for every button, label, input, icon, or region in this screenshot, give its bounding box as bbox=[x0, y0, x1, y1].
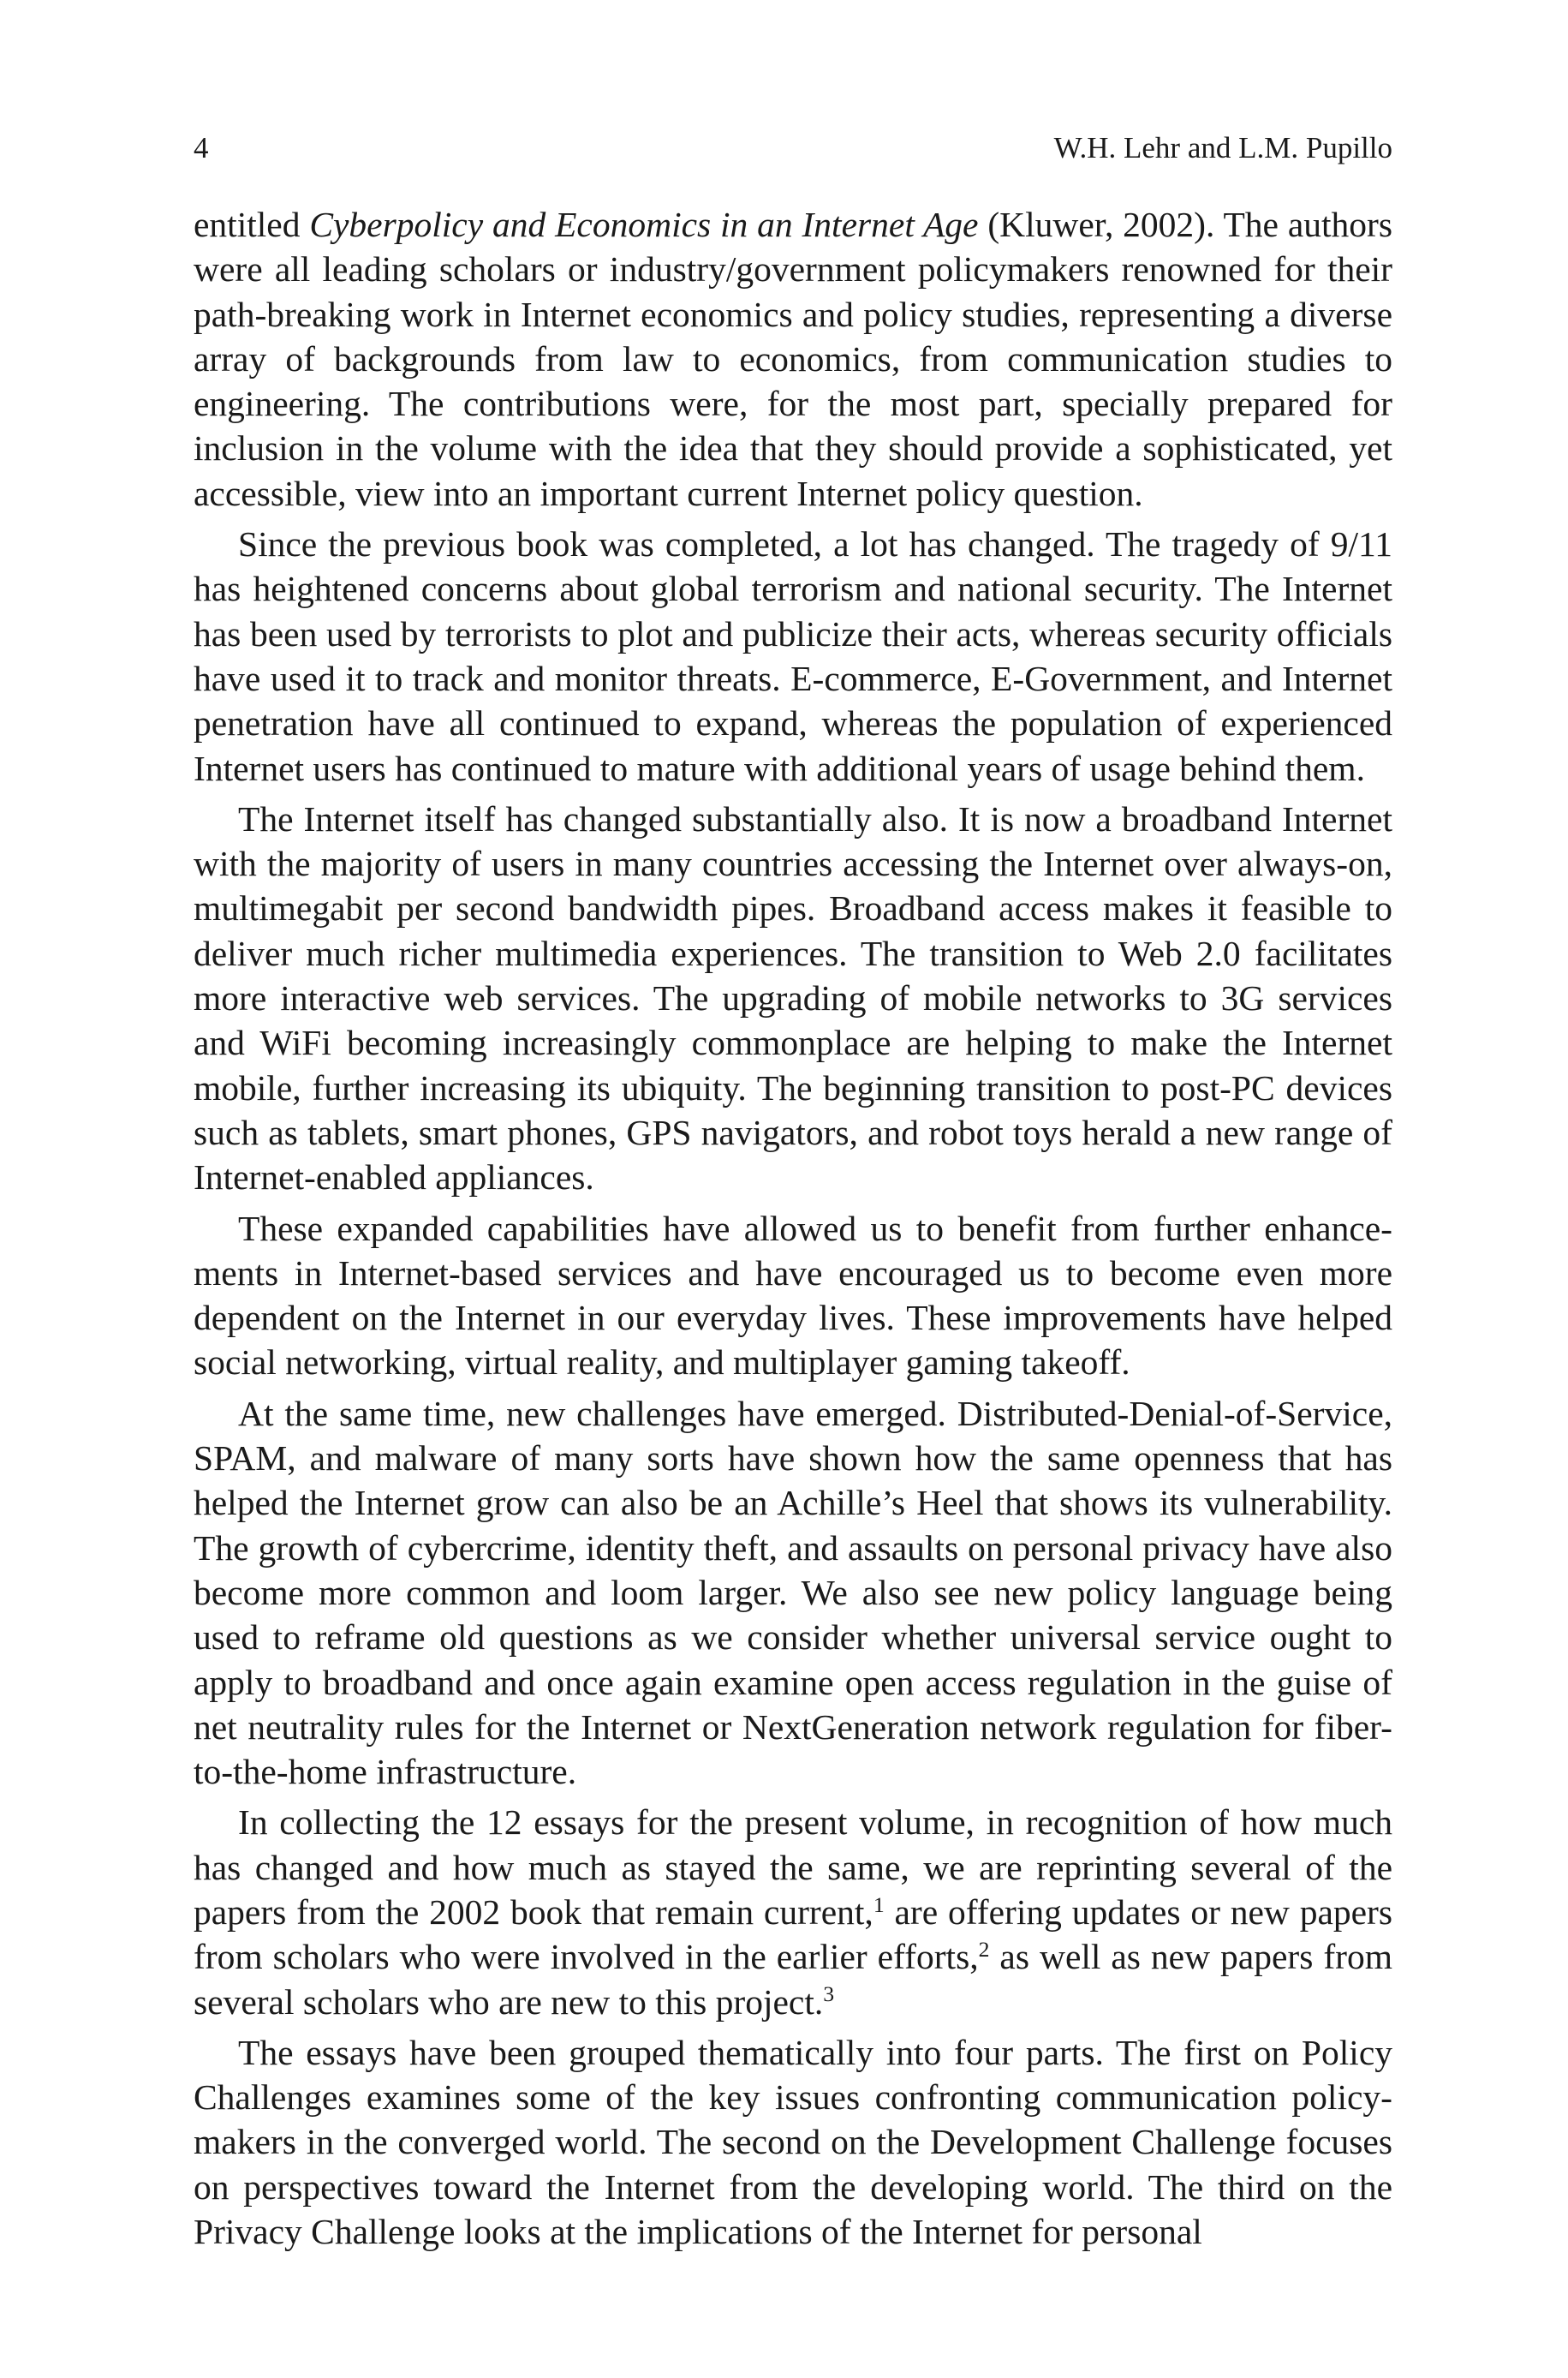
paragraph-1 bbox=[194, 202, 1392, 516]
paragraph-7: The essays have been grouped thematically into four parts. The first on Policy Challenges examines some of the key issues confronting communication policymakers in the converged world. The second on the Development Challenge focuses on perspectives toward the Internet from the developing world. The third on the Privacy Challenge looks at the implications of the Internet for personal bbox=[194, 2032, 1392, 2252]
paragraph-6 bbox=[194, 1800, 1392, 2023]
footnote-marker-2[interactable]: 2 bbox=[978, 1937, 990, 1963]
body-text bbox=[194, 202, 1392, 2254]
paragraph-6-part-a: In collecting the 12 essays for the present volume, in recognition of how much has changed and how much as stayed the same, we are reprinting several of the papers from the 2002 book that remain current, bbox=[194, 1802, 1392, 1932]
cited-book-title: Cyberpolicy and Economics in an Internet Age bbox=[309, 205, 979, 244]
paragraph-1-rest: (Kluwer, 2002). The authors were all leading scholars or industry/government policymakers renowned for their path-breaking work in Internet economics and policy studies, representing a diverse array of backgrounds from law to economics, from communication studies to engineering. The contributions were, for the most part, specially prepared for inclusion in the volume with the idea that they should provide a sophisticated, yet accessible, view into an important current Internet policy question. bbox=[194, 205, 1392, 513]
paragraph-5: At the same time, new challenges have emerged. Distributed-Denial-of-Service, SPAM, and malware of many sorts have shown how the same openness that has helped the Internet grow can also be an Achille’s Heel that shows its vulnerability. The growth of cybercrime, identity theft, and assaults on personal privacy have also become more common and loom larger. We also see new policy language being used to reframe old questions as we consider whether universal service ought to apply to broadband and once again examine open access regulation in the guise of net neutrality rules for the Internet or NextGeneration network regulation for fiber-to-the-home infrastructure. bbox=[194, 1393, 1392, 1792]
footnote-marker-3[interactable]: 3 bbox=[823, 1981, 835, 2007]
running-head bbox=[194, 127, 1392, 170]
paragraph-6-part-b: are offering updates or new papers from scholars who were involved in the earlier efforts, bbox=[194, 1891, 1392, 1977]
paragraph-3: The Internet itself has changed substantially also. It is now a broadband Internet with the majority of users in many countries accessing the Internet over always-on, multimegabit per second bandwidth pipes. Broadband access makes it feasible to deliver much richer multimedia experiences. The transition to Web 2.0 facilitates more interactive web services. The upgrading of mobile networks to 3G services and WiFi becoming increasingly commonplace are helping to make the Internet mobile, further increasing its ubiquity. The beginning transition to post-PC devices such as tablets, smart phones, GPS navigators, and robot toys herald a new range of Internet-enabled appliances. bbox=[194, 798, 1392, 1198]
paragraph-1-start: entitled bbox=[194, 205, 310, 244]
paragraph-6-part-c: as well as new papers from several scholars who are new to this project. bbox=[194, 1937, 1392, 2022]
footnote-marker-1[interactable]: 1 bbox=[873, 1891, 885, 1917]
paragraph-4: These expanded capabilities have allowed us to benefit from further enhancements in Internet-based services and have encouraged us to become even more dependent on the Internet in our everyday lives. These improvements have helped social networking, virtual reality, and multiplayer gaming takeoff. bbox=[194, 1208, 1392, 1383]
paragraph-2: Since the previous book was completed, a lot has changed. The tragedy of 9/11 has heightened concerns about global terrorism and national security. The Internet has been used by terrorists to plot and publicize their acts, whereas security officials have used it to track and monitor threats. E-commerce, E-Government, and Internet penetration have all continued to expand, whereas the population of experienced Internet users has continued to mature with additional years of usage behind them. bbox=[194, 524, 1392, 788]
page-number: 4 bbox=[194, 131, 209, 164]
running-head-authors: W.H. Lehr and L.M. Pupillo bbox=[1053, 131, 1392, 164]
